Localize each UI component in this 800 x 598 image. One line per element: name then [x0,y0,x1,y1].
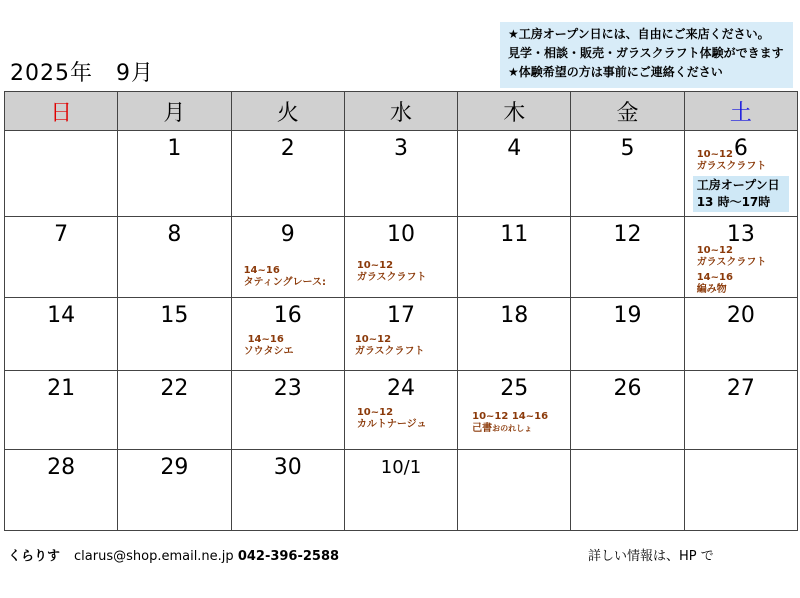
day-number: 26 [613,376,642,401]
notice-line-2: 見学・相談・販売・ガラスクラフト体験ができます [508,46,784,60]
day-number: 5 [620,136,635,161]
day-number: 18 [500,303,529,328]
day-cell [571,371,684,450]
day-number: 15 [160,303,189,328]
day-number: 28 [47,455,76,480]
day-cell [571,298,684,371]
day-cell [684,131,797,217]
weekday-wednesday: 水 [344,92,457,131]
week-row [5,371,798,450]
day-cell [118,131,231,217]
day-cell [118,298,231,371]
day-number: 2 [280,136,295,161]
weekday-sunday: 日 [5,92,118,131]
weekday-monday: 月 [118,92,231,131]
week-row [5,217,798,298]
event-name: タティングレース: [243,277,327,288]
month-title: 2025年 9月 [10,61,154,86]
event-name: ガラスクラフト [696,257,767,268]
weekday-header [5,92,798,131]
event-name: ガラスクラフト [354,346,425,357]
day-cell [231,131,344,217]
event-time: 14~16 [696,272,733,283]
day-number: 14 [47,303,76,328]
day-number: 10 [386,222,415,247]
day-number: 11 [500,222,529,247]
event-time: 10~12 14~16 [472,411,549,422]
day-number: 25 [500,376,529,401]
day-number: 9 [280,222,295,247]
weekday-saturday: 土 [684,92,797,131]
day-cell [344,217,457,298]
event-name-reading: おのれしょ [492,424,533,433]
day-cell [231,298,344,371]
event-name-main: 己書 [472,423,493,434]
event-time: 10~12 [356,260,394,271]
event-time: 10~12 [696,149,733,160]
day-cell-empty [5,131,118,217]
day-cell [231,371,344,450]
event-name: ガラスクラフト [696,161,767,172]
day-number: 17 [386,303,415,328]
day-number: 6 [733,136,748,161]
day-number: 13 [726,222,755,247]
event-name: 編み物 [696,284,727,295]
day-number: 22 [160,376,189,401]
day-cell [118,371,231,450]
day-number-next-month: 10/1 [380,457,422,478]
event-time: 10~12 [696,245,733,256]
open-day-hours: 13 時～17時 [696,195,771,209]
day-number: 24 [386,376,415,401]
day-cell [571,131,684,217]
notice-line-3: ★体験希望の方は事前にご連絡ください [508,65,723,79]
day-number: 23 [273,376,302,401]
day-cell [118,450,231,531]
day-cell-empty [684,450,797,531]
day-number: 8 [167,222,182,247]
weekday-tuesday: 火 [231,92,344,131]
day-cell [684,371,797,450]
day-number: 27 [726,376,755,401]
day-cell [458,217,571,298]
week-row [5,298,798,371]
day-cell [231,450,344,531]
day-cell [684,217,797,298]
day-cell [231,217,344,298]
day-number: 3 [393,136,408,161]
website-note: 詳しい情報は、HP で [588,549,714,564]
day-cell [118,217,231,298]
shop-name: くらりす [8,549,61,564]
event-name [472,423,532,435]
event-time: 14~16 [243,265,280,276]
day-cell [458,131,571,217]
day-number: 29 [160,455,189,480]
day-number: 1 [167,136,182,161]
day-cell [458,371,571,450]
open-day-badge [693,176,789,212]
event-name: ソウタシエ [243,346,294,357]
shop-phone: 042-396-2588 [237,549,340,564]
day-cell [5,298,118,371]
day-cell-empty [571,450,684,531]
day-number: 12 [613,222,642,247]
day-cell-empty [458,450,571,531]
day-number: 20 [726,303,755,328]
open-day-title: 工房オープン日 [696,178,780,192]
event-name: カルトナージュ [356,419,427,430]
day-number: 16 [273,303,302,328]
day-number: 30 [273,455,302,480]
week-row [5,131,798,217]
day-number: 21 [47,376,76,401]
event-name: ガラスクラフト [356,272,427,283]
weekday-friday: 金 [571,92,684,131]
day-cell [5,450,118,531]
contact-info [8,545,339,564]
day-cell [344,371,457,450]
event-time: 10~12 [356,407,394,418]
event-time: 14~16 [247,334,284,345]
day-cell [5,217,118,298]
day-number: 7 [54,222,69,247]
day-cell [684,298,797,371]
weekday-thursday: 木 [458,92,571,131]
day-cell [458,298,571,371]
calendar-grid [4,91,798,531]
day-cell [344,450,457,531]
day-cell [344,298,457,371]
event-time: 10~12 [354,334,392,345]
week-row [5,450,798,531]
shop-email[interactable]: clarus@shop.email.ne.jp [74,549,234,564]
notice-line-1: ★工房オープン日には、自由にご来店ください。 [508,27,770,41]
day-cell [344,131,457,217]
open-day-notice [500,22,793,88]
day-number: 4 [507,136,522,161]
day-cell [571,217,684,298]
day-cell [5,371,118,450]
day-number: 19 [613,303,642,328]
